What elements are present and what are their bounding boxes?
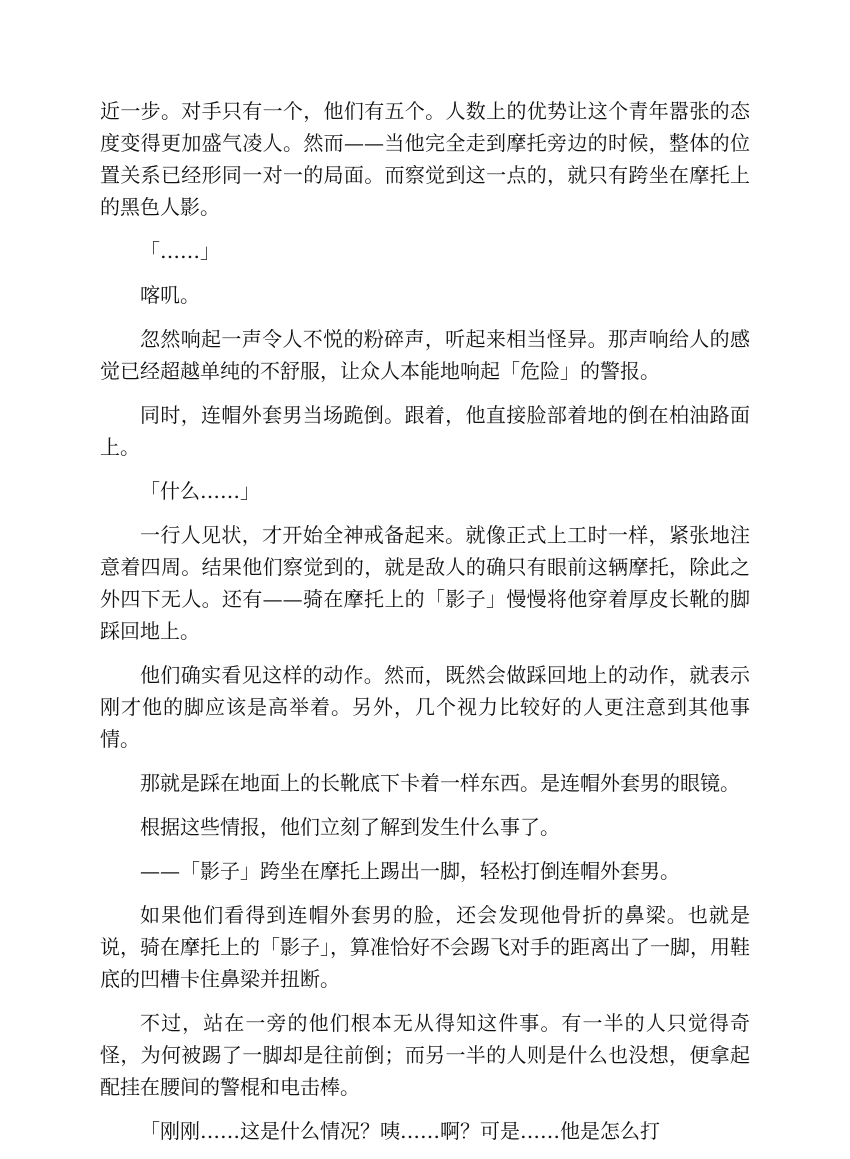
paragraph: 「……」 [140,239,220,263]
paragraph: 同时，连帽外套男当场跪倒。跟着，他直接脸部着地的倒在柏油路面上。 [100,403,750,459]
paragraph: 「刚刚……这是什么情况？咦……啊？可是……他是怎么打 [140,1119,660,1143]
paragraph: 「什么……」 [140,479,260,503]
paragraph: 近一步。对手只有一个，他们有五个。人数上的优势让这个青年嚣张的态度变得更加盛气凌人。然而——当他完全走到摩托旁边的时候，整体的位置关系已经形同一对一的局面。而察觉到这一点的，就只有跨坐在摩托上的黑色人影。 [100,99,750,219]
paragraph: 那就是踩在地面上的长靴底下卡着一样东西。是连帽外套男的眼镜。 [140,771,740,795]
paragraph: 根据这些情报，他们立刻了解到发生什么事了。 [140,815,560,839]
paragraph: 喀叽。 [140,283,200,307]
paragraph: 他们确实看见这样的动作。然而，既然会做踩回地上的动作，就表示刚才他的脚应该是高举着。另外，几个视力比较好的人更注意到其他事情。 [100,663,750,751]
paragraph: 如果他们看得到连帽外套男的脸，还会发现他骨折的鼻梁。也就是说，骑在摩托上的「影子」，算准恰好不会踢飞对手的距离出了一脚，用鞋底的凹槽卡住鼻梁并扭断。 [100,903,750,991]
document-page [100,95,750,1159]
paragraph: 不过，站在一旁的他们根本无从得知这件事。有一半的人只觉得奇怪，为何被踢了一脚却是往前倒；而另一半的人则是什么也没想，便拿起配挂在腰间的警棍和电击棒。 [100,1011,750,1099]
paragraph: 一行人见状，才开始全神戒备起来。就像正式上工时一样，紧张地注意着四周。结果他们察觉到的，就是敌人的确只有眼前这辆摩托，除此之外四下无人。还有——骑在摩托上的「影子」慢慢将他穿着厚皮长靴的脚踩回地上。 [100,523,750,643]
paragraph: 忽然响起一声令人不悦的粉碎声，听起来相当怪异。那声响给人的感觉已经超越单纯的不舒服，让众人本能地响起「危险」的警报。 [100,327,750,383]
paragraph: ——「影子」跨坐在摩托上踢出一脚，轻松打倒连帽外套男。 [140,859,680,883]
